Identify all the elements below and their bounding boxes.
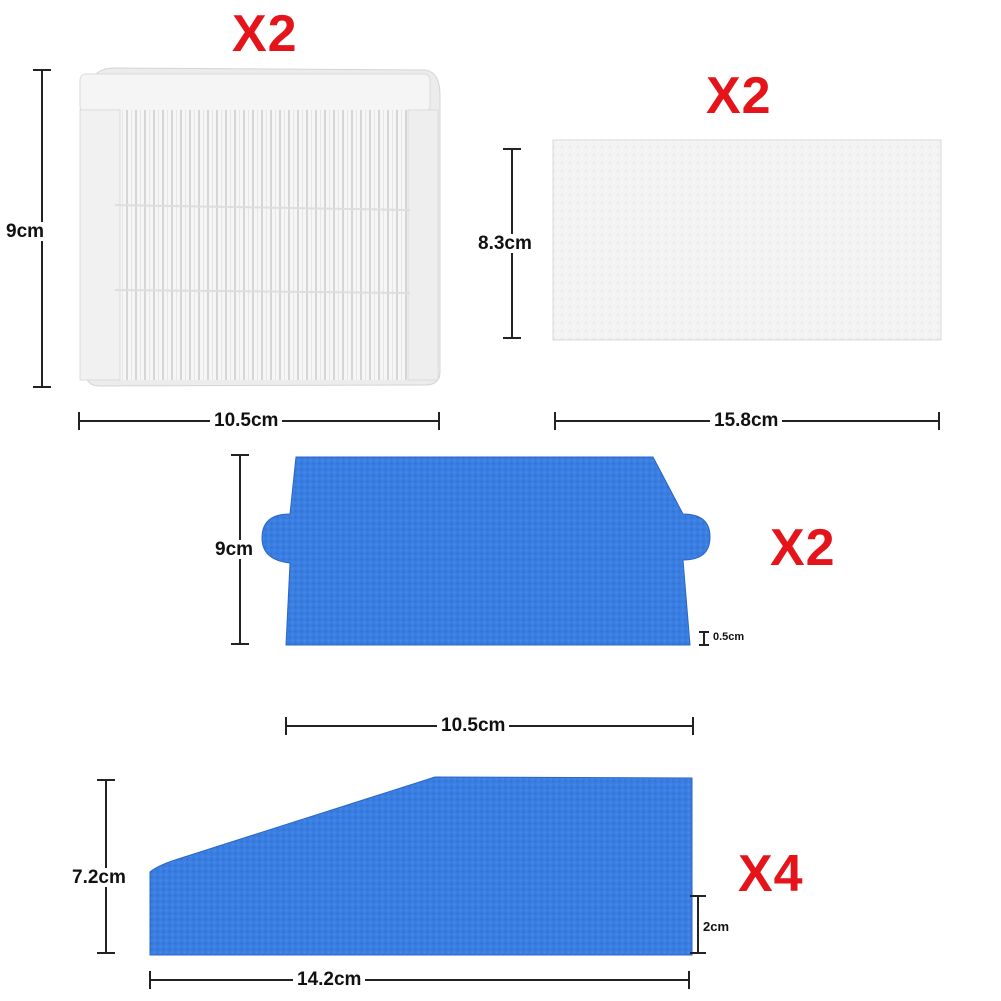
dimension-tick [688, 971, 690, 989]
dimension-tick [97, 952, 115, 954]
blue-foam-filter-wedge-image [150, 777, 692, 955]
wedge-foam-width-dimension-line [150, 979, 690, 981]
dimension-tick [285, 717, 287, 735]
dimension-tick [231, 643, 249, 645]
dimension-tick [33, 69, 51, 71]
dimension-tick [699, 644, 709, 646]
dimension-tick [503, 148, 521, 150]
tabbed-foam-height-label: 9cm [215, 539, 254, 560]
hepa-filter-quantity: X2 [232, 5, 298, 63]
cotton-width-label: 15.8cm [710, 411, 782, 430]
wedge-foam-width-label: 14.2cm [293, 970, 365, 989]
dimension-tick [78, 412, 80, 430]
dimension-tick [938, 412, 940, 430]
dimension-tick [690, 895, 706, 897]
wedge-foam-short-side-label: 2cm [703, 919, 730, 934]
dimension-tick [690, 952, 706, 954]
dimension-tick [231, 454, 249, 456]
cotton-height-label: 8.3cm [478, 233, 532, 254]
hepa-height-label: 9cm [6, 221, 45, 242]
wedge-foam-quantity: X4 [738, 845, 804, 903]
dimension-tick [149, 971, 151, 989]
cotton-filter-pad-image [553, 140, 941, 340]
tabbed-foam-width-label: 10.5cm [437, 716, 509, 735]
dimension-tick [33, 386, 51, 388]
cotton-pad-quantity: X2 [706, 67, 772, 125]
dimension-tick [438, 412, 440, 430]
dimension-tick [692, 717, 694, 735]
dimension-tick [699, 631, 709, 633]
dimension-tick [554, 412, 556, 430]
dimension-tick [97, 779, 115, 781]
hepa-width-label: 10.5cm [210, 411, 282, 430]
hepa-filter-image [80, 68, 440, 386]
wedge-foam-short-side-dimension-line [697, 896, 699, 954]
wedge-foam-height-label: 7.2cm [72, 867, 126, 888]
tabbed-foam-thickness-label: 0.5cm [713, 631, 745, 643]
blue-foam-filter-tabbed-image [262, 457, 710, 645]
tabbed-foam-thickness-dimension-line [703, 631, 705, 645]
tabbed-foam-quantity: X2 [770, 519, 836, 577]
dimension-tick [503, 337, 521, 339]
